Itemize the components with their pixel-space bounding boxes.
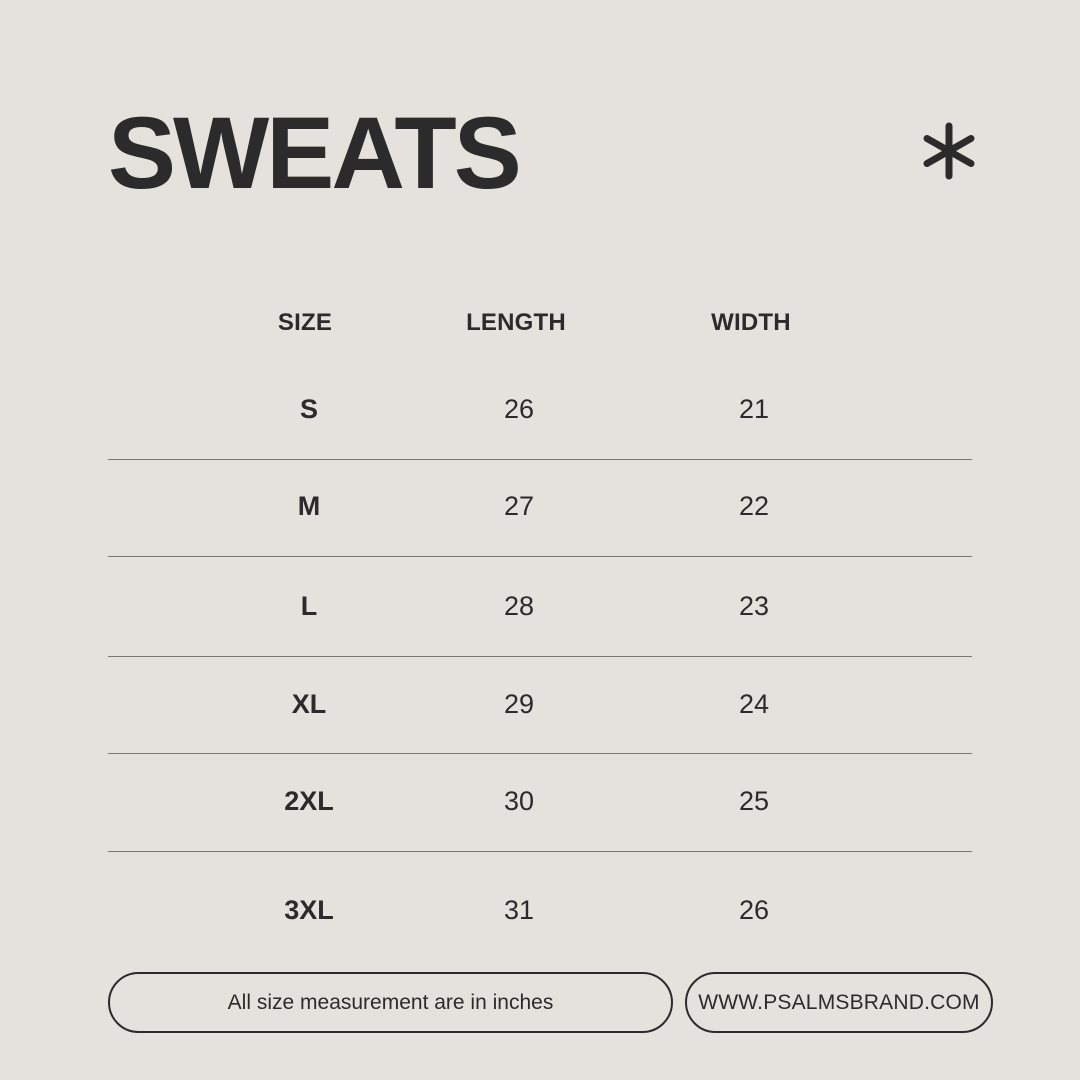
row-divider — [108, 556, 972, 557]
column-header-size: SIZE — [277, 309, 333, 336]
length-cell: 26 — [503, 394, 535, 424]
width-cell: 21 — [738, 394, 770, 424]
row-divider — [108, 753, 972, 754]
size-cell: 3XL — [284, 895, 334, 925]
width-cell: 23 — [738, 591, 770, 621]
website-link-text: WWW.PSALMSBRAND.COM — [698, 990, 980, 1014]
size-cell: L — [300, 591, 318, 621]
size-cell: 2XL — [284, 786, 334, 816]
width-cell: 26 — [738, 895, 770, 925]
length-cell: 27 — [503, 491, 535, 521]
size-cell: M — [297, 491, 321, 521]
width-cell: 25 — [738, 786, 770, 816]
length-cell: 31 — [503, 895, 535, 925]
table-row — [0, 486, 1080, 526]
column-header-length: LENGTH — [466, 309, 566, 336]
measurement-note-text: All size measurement are in inches — [227, 990, 554, 1014]
row-divider — [108, 851, 972, 852]
table-row — [0, 684, 1080, 724]
width-cell: 22 — [738, 491, 770, 521]
table-row — [0, 389, 1080, 429]
page-title: SWEATS — [108, 96, 519, 210]
website-link[interactable] — [685, 972, 993, 1033]
table-row — [0, 890, 1080, 930]
size-cell: XL — [291, 689, 327, 719]
asterisk-icon — [918, 120, 980, 182]
length-cell: 28 — [503, 591, 535, 621]
row-divider — [108, 459, 972, 460]
measurement-note — [108, 972, 673, 1033]
length-cell: 29 — [503, 689, 535, 719]
row-divider — [108, 656, 972, 657]
length-cell: 30 — [503, 786, 535, 816]
size-cell: S — [299, 394, 318, 424]
width-cell: 24 — [738, 689, 770, 719]
table-row — [0, 586, 1080, 626]
column-header-width: WIDTH — [711, 309, 791, 336]
table-row — [0, 781, 1080, 821]
